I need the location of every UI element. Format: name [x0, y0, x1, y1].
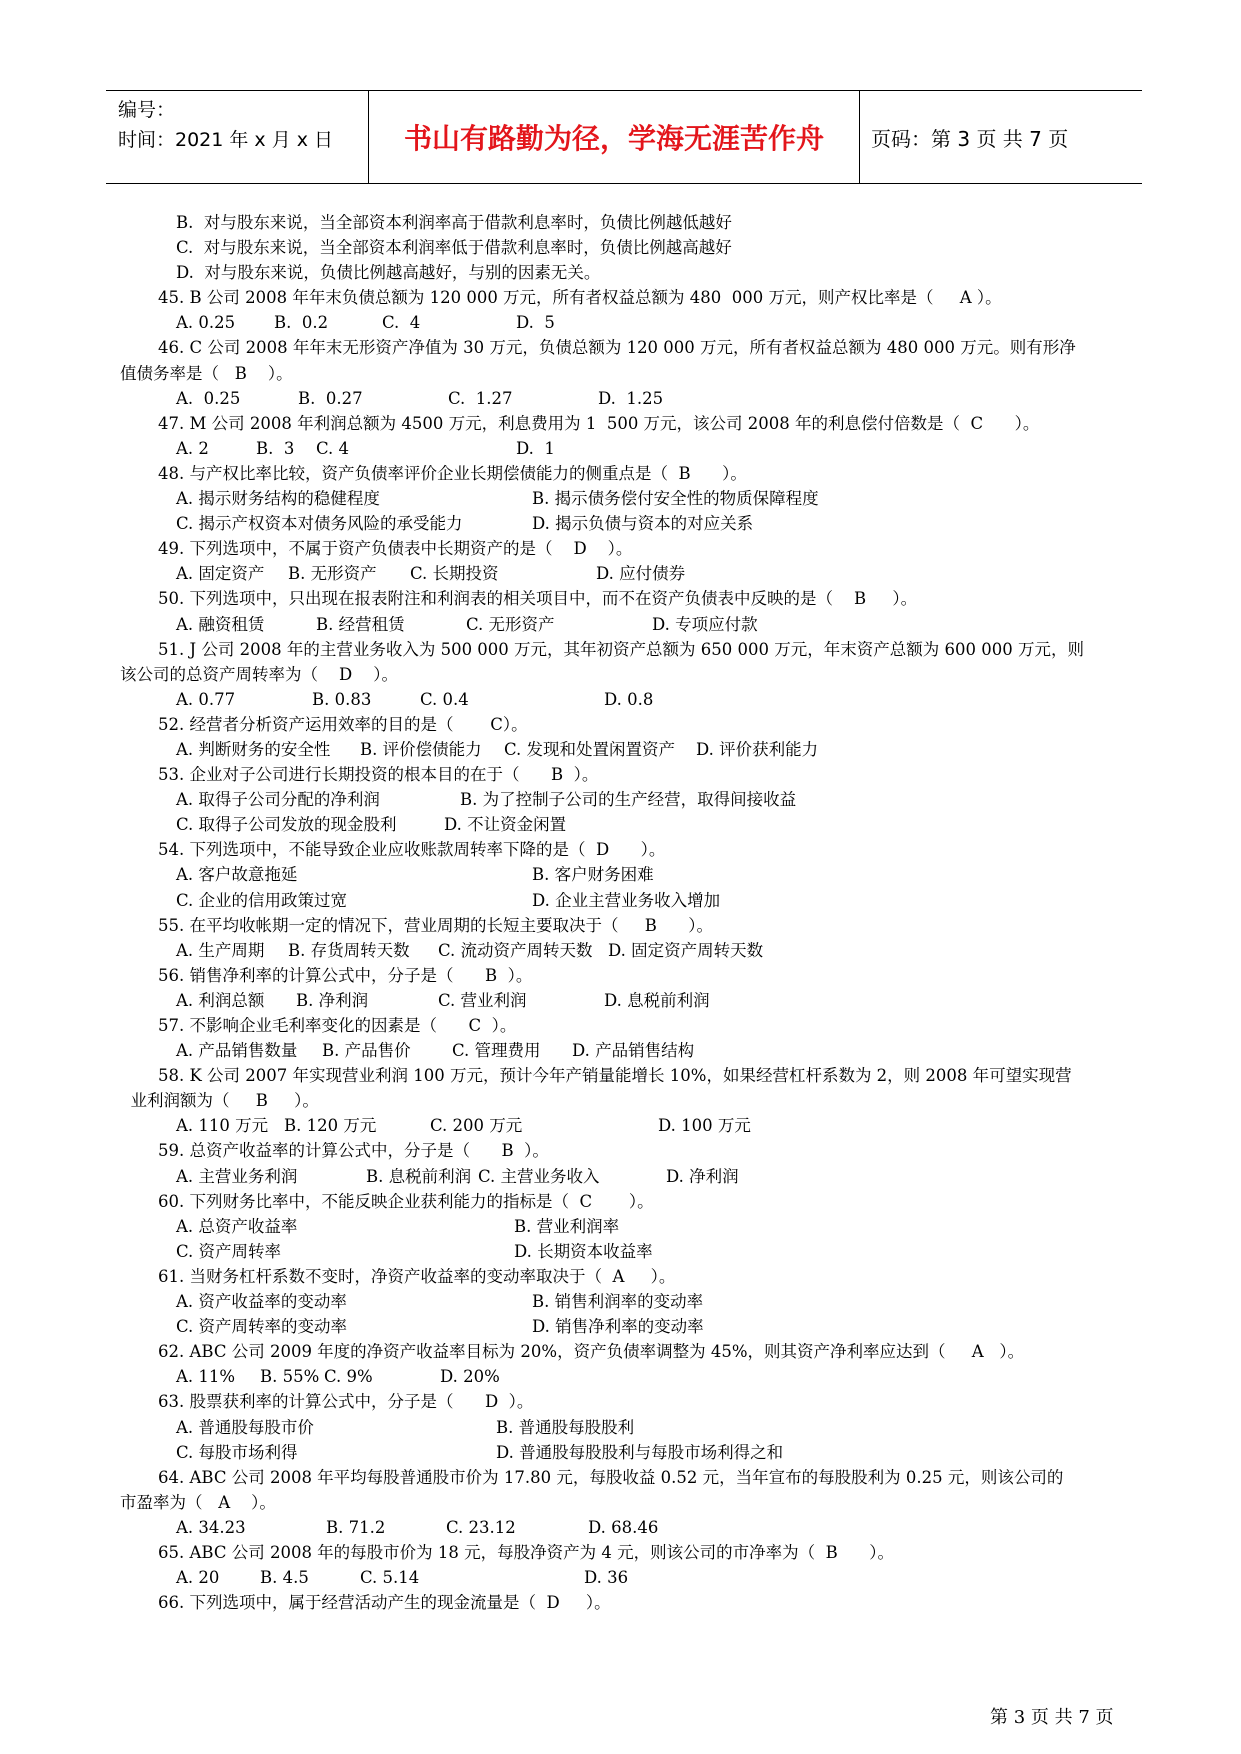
question-text: 66. 下列选项中，属于经营活动产生的现金流量是（ D ）。 — [158, 1593, 611, 1613]
option-item: D. 1.25 — [598, 388, 664, 408]
option-item: D. 净利润 — [666, 1166, 739, 1186]
question-text: 56. 销售净利率的计算公式中，分子是（ B ）。 — [158, 965, 533, 985]
question-text: 48. 与产权比率比较，资产负债率评价企业长期偿债能力的侧重点是（ B ）。 — [158, 463, 747, 483]
question-text: 51. J 公司 2008 年的主营业务收入为 500 000 万元，其年初资产总额为 650 000 万元，年末资产总额为 600 000 万元，则 — [158, 639, 1084, 659]
option-item: D. 100 万元 — [658, 1116, 751, 1136]
option-row — [120, 812, 1140, 837]
option-item: B. 为了控制子公司的生产经营，取得间接收益 — [460, 790, 797, 810]
option-item: C. 9% — [324, 1367, 373, 1387]
option-item: A. 主营业务利润 — [176, 1166, 298, 1186]
option-item: A. 生产周期 — [176, 940, 265, 960]
question-text: 62. ABC 公司 2009 年度的净资产收益率目标为 20%，资产负债率调整为 45%，则其资产净利率应达到（ A ）。 — [158, 1342, 1025, 1362]
question-text: 57. 不影响企业毛利率变化的因素是（ C ）。 — [158, 1016, 517, 1035]
option-row — [120, 486, 1140, 511]
question-continuation: 业利润额为（ B ）。 — [120, 1091, 319, 1111]
option-item: C. 长期投资 — [410, 564, 499, 584]
option-item: A. 0.77 — [176, 689, 236, 709]
option-item: C. 23.12 — [446, 1517, 516, 1537]
option-row — [120, 1239, 1140, 1264]
option-item: A. 0.25 — [176, 388, 241, 408]
question-text: 53. 企业对子公司进行长期投资的根本目的在于（ B ）。 — [158, 765, 599, 785]
option-item: A. 2 — [176, 438, 209, 458]
option-item: D. 企业主营业务收入增加 — [532, 890, 721, 910]
option-item: B. 0.83 — [312, 689, 372, 709]
option-item: C. 200 万元 — [430, 1116, 523, 1136]
option-item: A. 20 — [176, 1568, 220, 1588]
option-item: C. 流动资产周转天数 — [438, 940, 593, 960]
option-row — [120, 1364, 1140, 1389]
question-text: 59. 总资产收益率的计算公式中，分子是（ B ）。 — [158, 1141, 549, 1161]
option-row — [120, 511, 1140, 536]
option-item: B. 客户财务困难 — [532, 865, 654, 885]
option-item: B. 普通股每股股利 — [496, 1417, 635, 1437]
option-item: D. 36 — [584, 1568, 629, 1588]
option-item: D. 应付债券 — [596, 564, 686, 584]
option-row — [120, 612, 1140, 637]
option-item: A. 揭示财务结构的稳健程度 — [176, 489, 380, 509]
option-item: A. 资产收益率的变动率 — [176, 1292, 347, 1312]
option-item: D. 长期资本收益率 — [514, 1241, 653, 1261]
option-row — [120, 862, 1140, 887]
option-item: D. 20% — [440, 1367, 500, 1387]
option-item: C. 发现和处置闲置资产 — [504, 739, 676, 759]
option-item: B. 0.27 — [298, 388, 363, 408]
option-item: D. 息税前利润 — [604, 990, 710, 1010]
option-item: C. 每股市场利得 — [176, 1442, 298, 1462]
option-item: B. 120 万元 — [284, 1116, 377, 1136]
option-item: B. 无形资产 — [288, 564, 377, 584]
question-continuation: 市盈率为（ A ）。 — [120, 1492, 276, 1512]
option-item: C. 管理费用 — [452, 1041, 541, 1061]
option-item: A. 34.23 — [176, 1517, 246, 1537]
option-item: A. 利润总额 — [176, 990, 265, 1010]
option-item: A. 总资产收益率 — [176, 1216, 298, 1236]
option-row — [120, 988, 1140, 1013]
option-item: A. 融资租赁 — [176, 614, 265, 634]
question-text: 49. 下列选项中，不属于资产负债表中长期资产的是（ D ）。 — [158, 539, 633, 559]
option-item: C. 4 — [316, 438, 350, 458]
question-text: 45. B 公司 2008 年年末负债总额为 120 000 万元，所有者权益总额为 480 000 万元，则产权比率是（ A ）。 — [158, 288, 1002, 308]
question-text: 64. ABC 公司 2008 年平均每股普通股市价为 17.80 元，每股收益 0.52 元，当年宣布的每股股利为 0.25 元，则该公司的 — [158, 1467, 1064, 1487]
header-meta — [118, 95, 368, 155]
option-line: C. 对与股东来说，当全部资本利润率低于借款利息率时，负债比例越高越好 — [176, 238, 732, 258]
option-item: B. 评价偿债能力 — [360, 739, 482, 759]
option-item: B. 营业利润率 — [514, 1216, 620, 1236]
option-item: B. 息税前利润 — [366, 1166, 472, 1186]
option-item: C. 4 — [382, 313, 421, 333]
option-row — [120, 938, 1140, 963]
option-item: C. 揭示产权资本对债务风险的承受能力 — [176, 514, 463, 534]
option-item: D. 0.8 — [604, 689, 654, 709]
option-item: C. 资产周转率的变动率 — [176, 1317, 348, 1337]
question-text: 65. ABC 公司 2008 年的每股市价为 18 元，每股净资产为 4 元，则该公司的市净率为（ B ）。 — [158, 1542, 894, 1562]
option-item: A. 固定资产 — [176, 564, 265, 584]
option-line: B. 对与股东来说，当全部资本利润率高于借款利息率时，负债比例越低越好 — [176, 213, 732, 232]
option-item: D. 产品销售结构 — [572, 1041, 695, 1061]
option-row — [120, 1415, 1140, 1440]
option-row — [120, 1314, 1140, 1339]
question-text: 54. 下列选项中，不能导致企业应收账款周转率下降的是（ D ）。 — [158, 840, 666, 860]
option-row — [120, 1515, 1140, 1540]
question-text: 52. 经营者分析资产运用效率的目的是（ C）。 — [158, 714, 528, 734]
page-header — [106, 90, 1142, 184]
question-continuation: 值债务率是（ B ）。 — [120, 363, 293, 383]
option-row — [120, 1214, 1140, 1239]
question-text: 58. K 公司 2007 年实现营业利润 100 万元，预计今年产销量能增长 10%，如果经营杠杆系数为 2，则 2008 年可望实现营 — [158, 1066, 1072, 1086]
option-row — [120, 436, 1140, 461]
option-row — [120, 687, 1140, 712]
option-row — [120, 1164, 1140, 1189]
option-row — [120, 1038, 1140, 1063]
option-item: B. 揭示债务偿付安全性的物质保障程度 — [532, 489, 819, 509]
option-item: C. 无形资产 — [466, 614, 555, 634]
option-row — [120, 561, 1140, 586]
option-item: C. 5.14 — [360, 1568, 420, 1588]
option-row — [120, 386, 1140, 411]
option-item: B. 0.2 — [274, 313, 329, 333]
option-row — [120, 310, 1140, 335]
option-item: B. 71.2 — [326, 1517, 386, 1537]
option-item: A. 判断财务的安全性 — [176, 739, 331, 759]
option-item: C. 1.27 — [448, 388, 513, 408]
option-item: A. 普通股每股市价 — [176, 1417, 314, 1437]
option-item: C. 企业的信用政策过宽 — [176, 890, 348, 910]
question-text: 50. 下列选项中，只出现在报表附注和利润表的相关项目中，而不在资产负债表中反映的是（ B ）。 — [158, 589, 918, 609]
option-item: B. 经营租赁 — [316, 614, 405, 634]
option-item: D. 评价获利能力 — [696, 739, 819, 759]
option-item: A. 0.25 — [176, 313, 236, 333]
question-text: 61. 当财务杠杆系数不变时，净资产收益率的变动率取决于（ A ）。 — [158, 1266, 676, 1286]
doc-time-label: 时间：2021 年 x 月 x 日 — [118, 129, 334, 151]
option-item: B. 销售利润率的变动率 — [532, 1292, 704, 1312]
option-item: D. 不让资金闲置 — [444, 815, 567, 835]
option-line: D. 对与股东来说，负债比例越高越好，与别的因素无关。 — [176, 263, 601, 283]
option-item: D. 5 — [516, 313, 555, 333]
option-item: D. 揭示负债与资本的对应关系 — [532, 514, 754, 534]
option-item: B. 3 — [256, 438, 295, 458]
question-text: 55. 在平均收帐期一定的情况下，营业周期的长短主要取决于（ B ）。 — [158, 915, 714, 935]
option-item: B. 存货周转天数 — [288, 940, 410, 960]
option-item: D. 1 — [516, 438, 555, 458]
option-item: C. 取得子公司发放的现金股利 — [176, 815, 397, 835]
question-continuation: 该公司的总资产周转率为（ D ）。 — [120, 664, 398, 684]
option-item: B. 净利润 — [296, 990, 369, 1010]
option-row — [120, 1565, 1140, 1590]
option-item: A. 取得子公司分配的净利润 — [176, 790, 380, 810]
option-item: B. 产品售价 — [322, 1041, 411, 1061]
option-row — [120, 1440, 1140, 1465]
option-item: D. 专项应付款 — [652, 614, 758, 634]
question-text: 63. 股票获利率的计算公式中，分子是（ D ）。 — [158, 1392, 534, 1412]
header-motto: 书山有路勤为径，学海无涯苦作舟 — [368, 91, 860, 183]
question-list — [120, 210, 1140, 1615]
option-item: D. 普通股每股股利与每股市场利得之和 — [496, 1442, 784, 1462]
option-row — [120, 1113, 1140, 1138]
option-item: A. 客户故意拖延 — [176, 865, 298, 885]
question-text: 60. 下列财务比率中，不能反映企业获利能力的指标是（ C ）。 — [158, 1191, 654, 1211]
option-row — [120, 1289, 1140, 1314]
option-item: D. 固定资产周转天数 — [608, 940, 764, 960]
page-footer: 第 3 页 共 7 页 — [990, 1707, 1114, 1728]
question-text: 46. C 公司 2008 年年末无形资产净值为 30 万元，负债总额为 120 000 万元，所有者权益总额为 480 000 万元。则有形净 — [158, 338, 1076, 358]
option-item: C. 主营业务收入 — [478, 1166, 600, 1186]
option-item: C. 营业利润 — [438, 990, 527, 1010]
question-text: 47. M 公司 2008 年利润总额为 4500 万元，利息费用为 1 500 万元，该公司 2008 年的利息偿付倍数是（ C ）。 — [158, 413, 1040, 433]
option-item: A. 产品销售数量 — [176, 1041, 298, 1061]
option-row — [120, 737, 1140, 762]
header-page-label: 页码：第 3 页 共 7 页 — [871, 126, 1069, 151]
doc-number-label: 编号： — [118, 99, 176, 121]
option-item: A. 11% — [176, 1367, 236, 1387]
option-row — [120, 787, 1140, 812]
option-item: C. 0.4 — [420, 689, 469, 709]
option-item: A. 110 万元 — [176, 1116, 269, 1136]
option-row — [120, 888, 1140, 913]
option-item: C. 资产周转率 — [176, 1241, 282, 1261]
option-item: B. 55% — [260, 1367, 320, 1387]
option-item: D. 68.46 — [588, 1517, 659, 1537]
option-item: D. 销售净利率的变动率 — [532, 1317, 704, 1337]
option-item: B. 4.5 — [260, 1568, 309, 1588]
